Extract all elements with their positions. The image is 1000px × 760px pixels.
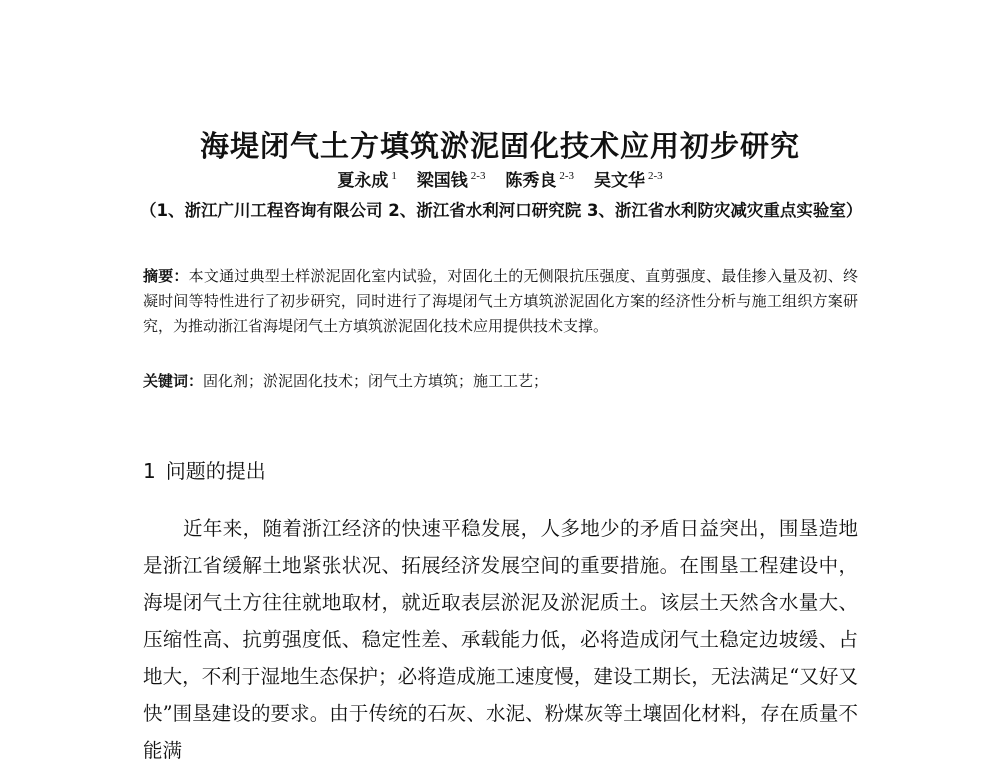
author-name: 梁国钱 — [416, 171, 468, 191]
abstract-text: 本文通过典型土样淤泥固化室内试验，对固化土的无侧限抗压强度、直剪强度、最佳掺入量及初、终凝时间等特性进行了初步研究，同时进行了海堤闭气土方填筑淤泥固化方案的经济性分析与施工组织方案研究，为推动浙江省海堤闭气土方填筑淤泥固化技术应用提供技术支撑。 — [143, 267, 858, 335]
author — [594, 171, 663, 191]
affiliations: （1、浙江广川工程咨询有限公司 2、浙江省水利河口研究院 3、浙江省水利防灾减灾重点实验室） — [140, 201, 863, 220]
body-paragraph: 近年来，随着浙江经济的快速平稳发展，人多地少的矛盾日益突出，围垦造地是浙江省缓解土地紧张状况、拓展经济发展空间的重要措施。在围垦工程建设中，海堤闭气土方往往就地取材，就近取表层淤泥及淤泥质土。该层土天然含水量大、压缩性高、抗剪强度低、稳定性差、承载能力低，必将造成闭气土稳定边坡缓、占地大，不利于湿地生态保护；必将造成施工速度慢，建设工期长，无法满足“又好又快”围垦建设的要求。由于传统的石灰、水泥、粉煤灰等土壤固化材料，存在质量不能满 — [143, 517, 858, 760]
author — [337, 171, 397, 191]
author-affiliation-mark: 2-3 — [647, 170, 663, 182]
author-list — [0, 166, 1000, 191]
author-name: 吴文华 — [593, 171, 645, 191]
author-affiliation-mark: 2-3 — [470, 170, 486, 182]
section-title: 问题的提出 — [165, 459, 266, 483]
author-name: 夏永成 — [337, 171, 389, 191]
author — [417, 171, 486, 191]
keywords — [143, 369, 858, 394]
author-name: 陈秀良 — [505, 171, 557, 191]
author — [505, 171, 574, 191]
section-heading — [143, 455, 266, 484]
paper-title: 海堤闭气土方填筑淤泥固化技术应用初步研究 — [199, 129, 800, 163]
keywords-text: 固化剂；淤泥固化技术；闭气土方填筑；施工工艺； — [203, 372, 549, 390]
abstract-label: 摘要： — [143, 267, 189, 285]
keywords-label: 关键词： — [143, 372, 204, 390]
author-affiliation-mark: 2-3 — [559, 170, 575, 182]
abstract — [143, 264, 858, 339]
author-affiliation-mark: 1 — [391, 170, 397, 182]
section-number: 1 — [143, 459, 156, 483]
